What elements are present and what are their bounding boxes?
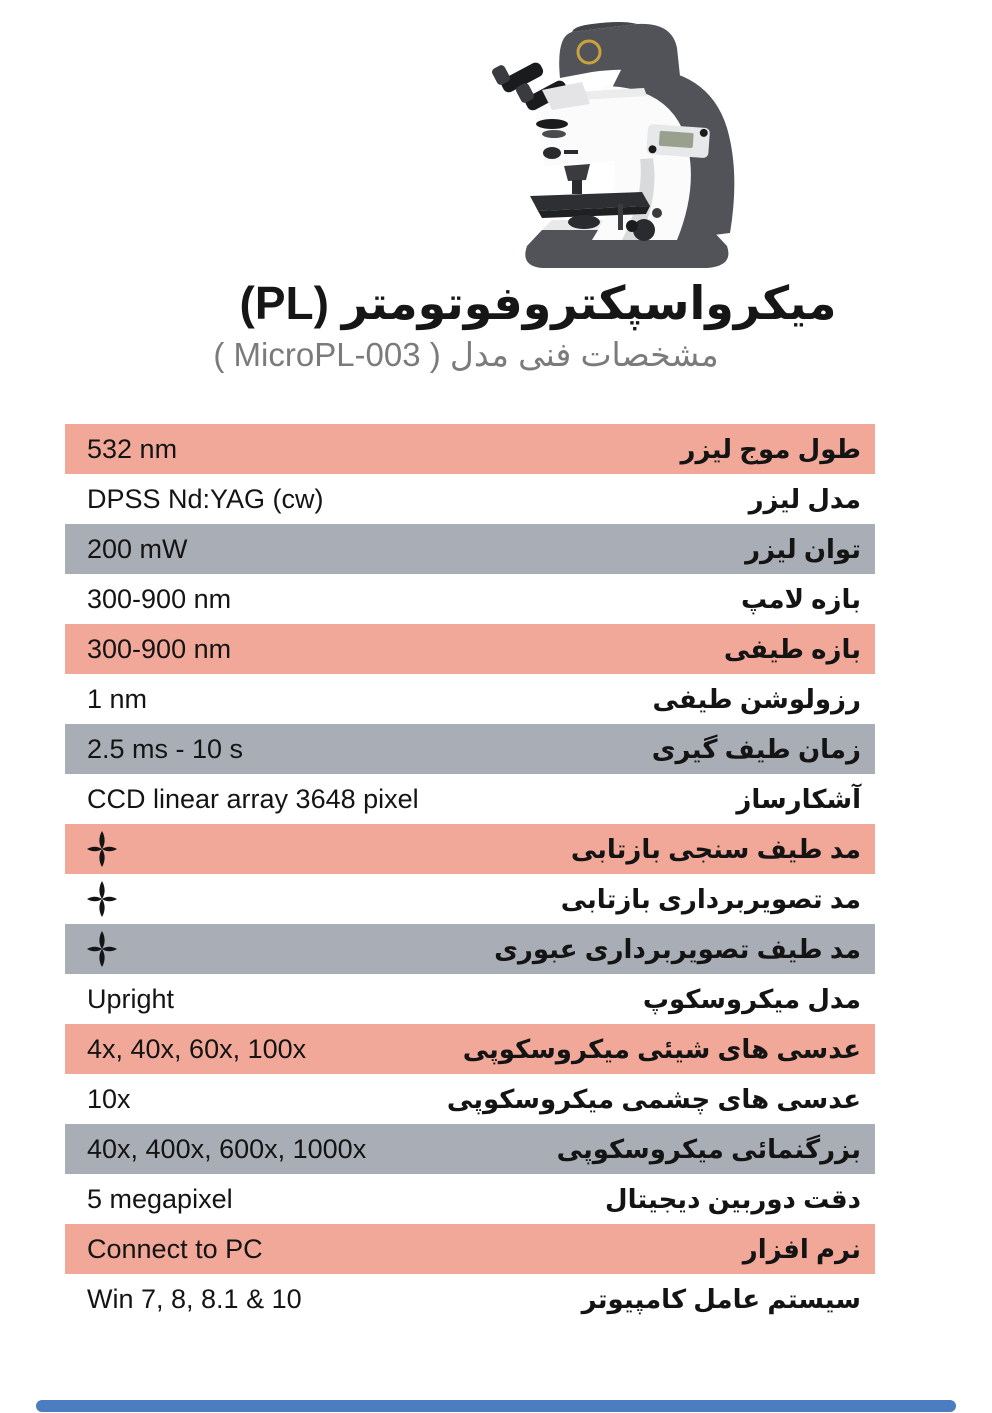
spec-label: طول موج لیزر xyxy=(680,433,861,464)
spec-value: 532 nm xyxy=(87,433,178,464)
spec-label: مدل میکروسکوپ xyxy=(642,983,861,1014)
spec-value: 1 nm xyxy=(87,683,148,714)
spec-row xyxy=(65,1274,875,1324)
spec-value: 300-900 nm xyxy=(87,583,232,614)
spec-value: DPSS Nd:YAG (cw) xyxy=(87,483,324,514)
spec-row xyxy=(65,1074,875,1124)
spec-row xyxy=(65,974,875,1024)
lcd-panel xyxy=(646,124,710,158)
spec-label: مدل لیزر xyxy=(748,483,861,514)
spec-row xyxy=(65,424,875,474)
spec-label: توان لیزر xyxy=(745,533,861,564)
spec-label: عدسی های شیئی میکروسکوپی xyxy=(462,1033,861,1064)
spec-value: 300-900 nm xyxy=(87,633,232,664)
page-subtitle: مشخصات فنی مدل ( MicroPL-003 ) xyxy=(213,336,719,374)
spec-row xyxy=(65,924,875,974)
spec-label: آشکارساز xyxy=(736,783,861,814)
spec-table xyxy=(65,424,875,1324)
spec-row xyxy=(65,474,875,524)
spec-value: Connect to PC xyxy=(87,1233,263,1264)
spec-row xyxy=(65,1224,875,1274)
spec-label: بازه طیفی xyxy=(723,633,861,664)
four-petal-asterisk-icon xyxy=(85,880,119,918)
spec-row xyxy=(65,1124,875,1174)
spec-label: مد طیف سنجی بازتابی xyxy=(570,833,861,864)
spec-row xyxy=(65,574,875,624)
four-petal-asterisk-icon xyxy=(85,930,119,968)
spec-label: عدسی های چشمی میکروسکوپی xyxy=(446,1083,861,1114)
spec-label: دقت دوربین دیجیتال xyxy=(605,1183,861,1214)
spec-label: سیستم عامل کامپیوتر xyxy=(581,1283,861,1314)
spec-row xyxy=(65,674,875,724)
spec-row xyxy=(65,524,875,574)
microscope-illustration xyxy=(472,8,772,278)
spec-value: CCD linear array 3648 pixel xyxy=(87,783,419,814)
spec-row xyxy=(65,1024,875,1074)
spec-label: بزرگنمائی میکروسکوپی xyxy=(556,1133,861,1164)
footer-accent-bar xyxy=(36,1400,956,1412)
spec-row xyxy=(65,624,875,674)
spec-value: Win 7, 8, 8.1 & 10 xyxy=(87,1283,302,1314)
spec-label: مد طیف تصویربرداری عبوری xyxy=(494,933,861,964)
microscope-svg xyxy=(472,8,772,278)
spec-row xyxy=(65,824,875,874)
spec-label: بازه لامپ xyxy=(740,583,861,614)
spec-value: 2.5 ms - 10 s xyxy=(87,733,244,764)
spec-label: زمان طیف گیری xyxy=(651,733,861,764)
spec-label: مد تصویربرداری بازتابی xyxy=(560,883,861,914)
four-petal-asterisk-icon xyxy=(85,830,119,868)
spec-row xyxy=(65,874,875,924)
spec-row xyxy=(65,774,875,824)
page-title: میکرواسپکتروفوتومتر (PL) xyxy=(239,277,837,329)
title-block xyxy=(0,276,992,378)
spec-value: 4x, 40x, 60x, 100x xyxy=(87,1033,307,1064)
spec-value: 40x, 400x, 600x, 1000x xyxy=(87,1133,367,1164)
spec-value: 10x xyxy=(87,1083,131,1114)
spec-value: Upright xyxy=(87,983,175,1014)
spec-row xyxy=(65,1174,875,1224)
spec-value: 5 megapixel xyxy=(87,1183,233,1214)
spec-value: 200 mW xyxy=(87,533,188,564)
spec-row xyxy=(65,724,875,774)
spec-label: رزولوشن طیفی xyxy=(652,683,861,714)
spec-label: نرم افزار xyxy=(742,1233,861,1264)
